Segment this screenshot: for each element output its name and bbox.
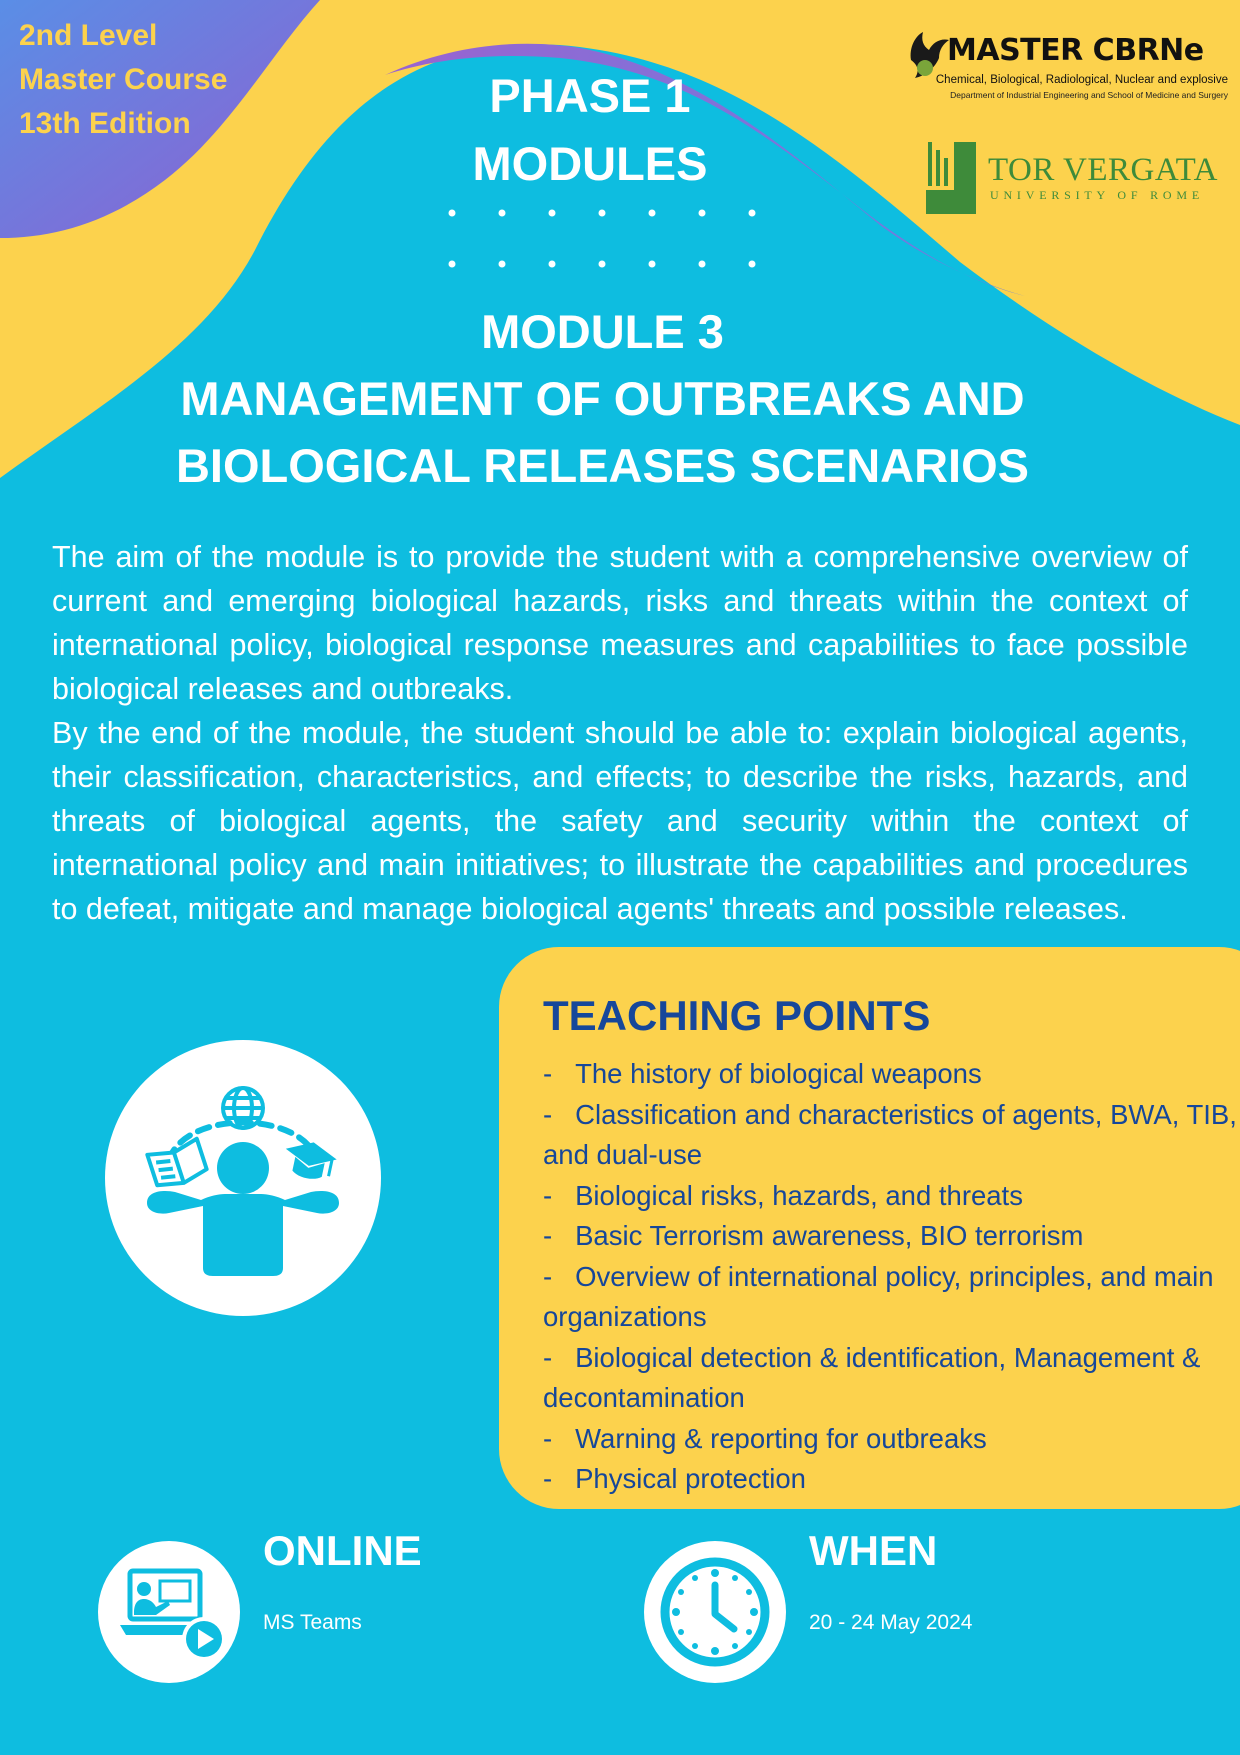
university-subtitle: UNIVERSITY OF ROME <box>990 188 1204 202</box>
teaching-point-text: Biological risks, hazards, and threats <box>575 1179 1023 1211</box>
list-item: - Physical protection <box>543 1463 806 1494</box>
list-item: - Biological risks, hazards, and threats <box>543 1179 1023 1211</box>
phase-line: PHASE 1 <box>489 69 691 122</box>
cbrne-department: Department of Industrial Engineering and School of Medicine and Surgery <box>950 90 1228 100</box>
teaching-point-text: Physical protection <box>575 1463 806 1494</box>
tor-vergata-mark-icon <box>922 140 978 216</box>
list-item: - Warning & reporting for outbreaks <box>543 1422 987 1454</box>
online-icon-circle <box>98 1541 240 1683</box>
module-title <box>80 298 1125 499</box>
module-title-line: MANAGEMENT OF OUTBREAKS AND <box>180 372 1025 425</box>
description-paragraph: By the end of the module, the student should be able to: explain biological agents, their classification, characteristics, and effects; to describe the risks, hazards, and threats of biological agents, the safety and security within the context of international policy and main initiatives; to illustrate the capabilities and procedures to defeat, mitigate and manage biological agents' threats and possible releases. <box>52 716 1188 926</box>
play-icon <box>182 1617 226 1661</box>
module-description <box>52 535 1188 931</box>
cbrne-name: MASTER CBRNe <box>947 33 1204 68</box>
online-title: ONLINE <box>263 1527 422 1574</box>
module-title-line: BIOLOGICAL RELEASES SCENARIOS <box>175 439 1030 492</box>
laptop-presentation-icon <box>98 1541 240 1683</box>
university-name: TOR VERGATA <box>988 152 1218 188</box>
when-title: WHEN <box>809 1527 938 1574</box>
teaching-point-text: Classification and characteristics of agents, BWA, TIB, and dual-use <box>543 1098 1237 1170</box>
student-icon <box>105 1040 381 1316</box>
online-detail: MS Teams <box>263 1611 362 1634</box>
student-illustration <box>105 1040 381 1316</box>
graduation-cap-icon <box>281 1137 339 1184</box>
cbrne-subtitle: Chemical, Biological, Radiological, Nuclear and explosive <box>935 74 1228 86</box>
module-title-line: MODULE 3 <box>481 305 724 358</box>
phase-line: MODULES <box>472 137 708 190</box>
list-item: - Overview of international policy, principles, and main organizations <box>543 1260 1214 1332</box>
teaching-point-text: Overview of international policy, principles, and main organizations <box>543 1260 1214 1332</box>
when-icon-circle <box>644 1541 786 1683</box>
list-item: - Classification and characteristics of agents, BWA, TIB, and dual-use <box>543 1098 1237 1170</box>
list-item: - Biological detection & identification, Management & decontamination <box>543 1341 1201 1413</box>
clock-icon <box>644 1541 786 1683</box>
teaching-point-text: Basic Terrorism awareness, BIO terrorism <box>575 1220 1084 1251</box>
teaching-points-list <box>543 1054 1240 1500</box>
master-cbrne-logo <box>905 28 1230 116</box>
edition-line: 2nd Level <box>19 19 158 52</box>
edition-line: Master Course <box>19 63 228 96</box>
teaching-point-text: The history of biological weapons <box>575 1058 982 1089</box>
edition-line: 13th Edition <box>19 107 191 140</box>
book-icon <box>147 1139 208 1191</box>
teaching-point-text: Warning & reporting for outbreaks <box>575 1422 987 1454</box>
edition-info <box>19 14 227 146</box>
dots-decoration <box>430 200 770 270</box>
list-item: - Basic Terrorism awareness, BIO terrorism <box>543 1220 1084 1251</box>
teaching-points-title: TEACHING POINTS <box>543 992 931 1039</box>
phase-title <box>390 62 790 198</box>
list-item: - The history of biological weapons <box>543 1058 982 1089</box>
teaching-point-text: Biological detection & identification, Management & decontamination <box>543 1341 1201 1413</box>
description-paragraph: The aim of the module is to provide the student with a comprehensive overview of current and emerging biological hazards, risks and threats within the context of international policy, biological response measures and capabilities to face possible biological releases and outbreaks. <box>52 540 1188 706</box>
tor-vergata-logo <box>922 140 1232 220</box>
when-detail: 20 - 24 May 2024 <box>809 1611 973 1634</box>
